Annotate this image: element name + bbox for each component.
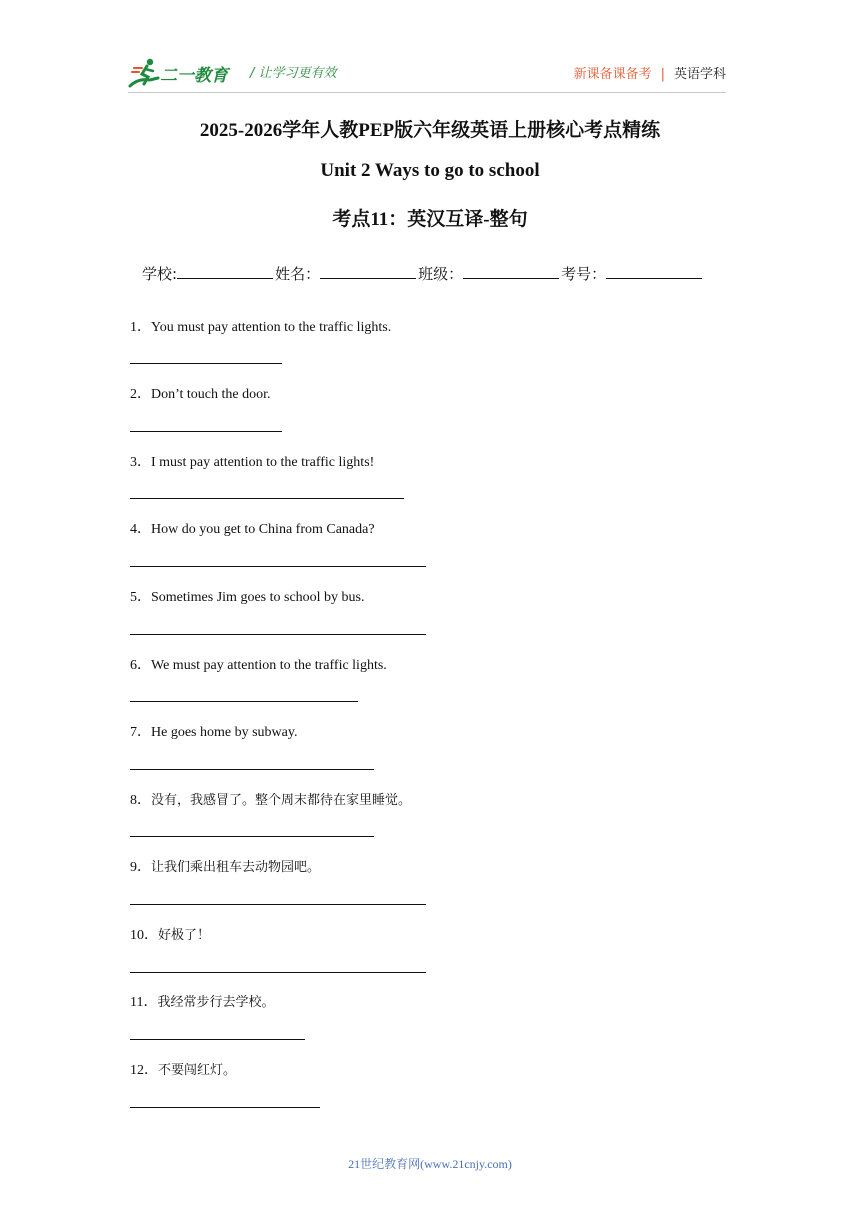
question-text: You must pay attention to the traffic lights. [151, 320, 392, 335]
question-item [130, 991, 275, 1011]
header-separator: | [660, 67, 665, 82]
question-number: 3． [130, 455, 151, 470]
question-number: 11． [130, 995, 158, 1010]
question-number: 9． [130, 860, 151, 875]
name-label: 姓名： [275, 265, 321, 283]
runner-logo-icon [128, 56, 162, 90]
question-item [130, 654, 387, 674]
class-label: 班级： [418, 265, 464, 283]
answer-line[interactable] [130, 972, 426, 973]
question-number: 4． [130, 522, 151, 537]
answer-line[interactable] [130, 363, 282, 364]
question-number: 12． [130, 1063, 158, 1078]
question-number: 2． [130, 387, 151, 402]
question-item [130, 789, 411, 809]
question-text: 我经常步行去学校。 [157, 995, 275, 1010]
header-tagline: 新课备课备考 [573, 67, 652, 82]
question-text: 没有，我感冒了。整个周末都待在家里睡觉。 [151, 793, 412, 808]
question-text: He goes home by subway. [151, 725, 298, 740]
question-text: Don’t touch the door. [151, 387, 271, 402]
unit-title: Unit 2 Ways to go to school [320, 160, 540, 181]
question-number: 8． [130, 793, 151, 808]
question-text: 好极了！ [158, 928, 211, 943]
question-item [130, 316, 391, 336]
question-item [130, 1059, 236, 1079]
question-text: Sometimes Jim goes to school by bus. [151, 590, 365, 605]
page-title: 2025-2026学年人教PEP版六年级英语上册核心考点精练 [199, 120, 661, 141]
school-blank[interactable] [177, 262, 273, 279]
page-header [128, 56, 726, 92]
school-label: 学校: [142, 265, 178, 283]
answer-line[interactable] [130, 836, 374, 837]
answer-line[interactable] [130, 904, 426, 905]
question-item [130, 518, 375, 538]
question-number: 6． [130, 658, 151, 673]
page-footer: 21世纪教育网(www.21cnjy.com) [348, 1157, 512, 1171]
question-item [130, 856, 320, 876]
question-text: How do you get to China from Canada? [151, 522, 375, 537]
exam-number-blank[interactable] [606, 262, 702, 279]
name-blank[interactable] [320, 262, 416, 279]
topic-title: 考点11：英汉互译-整句 [332, 209, 528, 230]
header-divider [128, 92, 726, 93]
answer-line[interactable] [130, 1107, 320, 1108]
answer-line[interactable] [130, 1039, 305, 1040]
header-subject-label: 英语学科 [673, 67, 726, 82]
logo-text: 二一教育 [160, 66, 228, 86]
answer-line[interactable] [130, 498, 404, 499]
question-number: 7． [130, 725, 151, 740]
question-text: 让我们乘出租车去动物园吧。 [151, 860, 321, 875]
exam-number-label: 考号： [561, 265, 607, 283]
question-text: 不要闯红灯。 [158, 1063, 237, 1078]
answer-line[interactable] [130, 566, 426, 567]
answer-line[interactable] [130, 634, 426, 635]
answer-line[interactable] [130, 701, 358, 702]
question-text: I must pay attention to the traffic lights! [151, 455, 375, 470]
class-blank[interactable] [463, 262, 559, 279]
header-slogan: / 让学习更有效 [250, 66, 337, 81]
question-number: 1． [130, 320, 151, 335]
question-item [130, 383, 271, 403]
question-number: 5． [130, 590, 151, 605]
question-text: We must pay attention to the traffic lights. [151, 658, 387, 673]
question-number: 10． [130, 928, 158, 943]
answer-line[interactable] [130, 431, 282, 432]
question-item [130, 586, 365, 606]
question-item [130, 721, 297, 741]
question-item [130, 451, 374, 471]
question-item [130, 924, 210, 944]
logo [128, 56, 240, 90]
student-info-line [142, 262, 704, 284]
header-subject [574, 63, 726, 82]
answer-line[interactable] [130, 769, 374, 770]
